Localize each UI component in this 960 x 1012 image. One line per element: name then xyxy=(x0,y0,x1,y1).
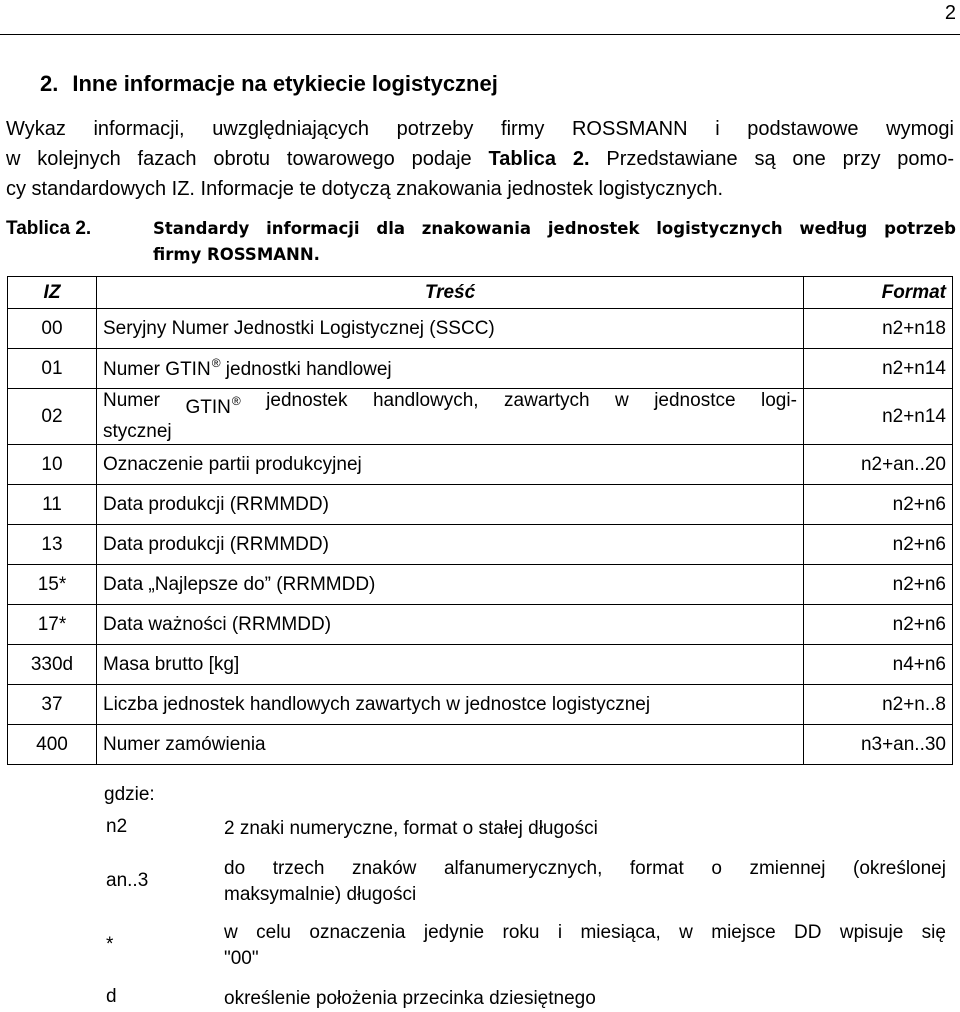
section-title: Inne informacje na etykiecie logistycznej xyxy=(72,71,498,96)
word: logi- xyxy=(761,390,797,411)
cell-format: n2+n14 xyxy=(804,349,953,389)
cell-content: Liczba jednostek handlowych zawartych w jednostce logistycznej xyxy=(97,685,804,725)
cell-iz: 17* xyxy=(8,605,97,645)
legend-definition-line-2: maksymalnie) długości xyxy=(224,884,417,905)
legend-definition xyxy=(224,856,946,908)
word: jedynie xyxy=(423,922,485,943)
cell-iz: 400 xyxy=(8,725,97,765)
cell-content xyxy=(97,389,804,445)
cell-iz: 13 xyxy=(8,525,97,565)
word: Numer xyxy=(103,390,161,411)
word: dla xyxy=(376,219,405,238)
legend-definition-line-2: "00" xyxy=(224,948,259,969)
content-line-1 xyxy=(103,389,797,420)
word: ROSSMANN xyxy=(571,118,688,140)
table-reference: Tablica 2. xyxy=(488,148,590,170)
cell-content: Data ważności (RRMMDD) xyxy=(97,605,804,645)
word: i xyxy=(557,922,563,943)
page-number: 2 xyxy=(944,2,956,24)
word: potrzeby xyxy=(396,118,474,140)
cell-format: n3+an..30 xyxy=(804,725,953,765)
intro-line-2 xyxy=(6,144,954,174)
table-row xyxy=(8,725,953,765)
word: firmy xyxy=(501,118,545,140)
table-row xyxy=(8,389,953,445)
table-row xyxy=(8,525,953,565)
header-rule xyxy=(0,34,960,35)
legend-definition-line-1 xyxy=(224,856,946,882)
section-heading xyxy=(40,71,498,97)
word: i xyxy=(715,118,720,140)
header-content: Treść xyxy=(97,277,804,309)
cell-iz: 01 xyxy=(8,349,97,389)
word: trzech xyxy=(272,858,325,879)
cell-format: n2+n6 xyxy=(804,605,953,645)
cell-content: Data produkcji (RRMMDD) xyxy=(97,525,804,565)
word: według xyxy=(799,219,868,238)
word: znakowania xyxy=(421,219,532,238)
table-label: Tablica 2. xyxy=(6,218,92,239)
intro-text: Przedstawiane są one przy pomo- xyxy=(589,148,954,170)
word: Standardy xyxy=(153,219,250,238)
word: (określonej xyxy=(853,858,946,879)
table-header-row xyxy=(8,277,953,309)
cell-iz: 10 xyxy=(8,445,97,485)
legend-definition-line-1 xyxy=(224,920,946,946)
cell-content: Data „Najlepsze do” (RRMMDD) xyxy=(97,565,804,605)
legend-definition: określenie położenia przecinka dziesiętnego xyxy=(224,988,596,1009)
cell-content: Data produkcji (RRMMDD) xyxy=(97,485,804,525)
word: GTIN® xyxy=(185,394,241,418)
cell-content: Masa brutto [kg] xyxy=(97,645,804,685)
legend-symbol: an..3 xyxy=(106,870,149,891)
word: Wykaz xyxy=(6,118,66,140)
cell-iz: 330d xyxy=(8,645,97,685)
word: celu xyxy=(256,922,291,943)
word: wpisuje xyxy=(839,922,904,943)
header-format: Format xyxy=(804,277,953,309)
content-line-2: stycznej xyxy=(103,421,172,442)
table-row xyxy=(8,349,953,389)
header-iz: IZ xyxy=(8,277,97,309)
legend-symbol: d xyxy=(106,986,117,1007)
cell-iz: 37 xyxy=(8,685,97,725)
content-text: Numer GTIN xyxy=(103,359,211,380)
word: zawartych xyxy=(504,390,590,411)
legend-definition xyxy=(224,920,946,972)
word: oznaczenia xyxy=(309,922,406,943)
registered-mark: ® xyxy=(231,394,241,408)
legend-heading: gdzie: xyxy=(104,784,155,805)
word: DD xyxy=(794,922,822,943)
table-title-line-2: firmy ROSSMANN. xyxy=(153,245,320,264)
word: miejsce xyxy=(711,922,776,943)
word: jednostek xyxy=(547,219,640,238)
word: potrzeb xyxy=(884,219,956,238)
table-row xyxy=(8,645,953,685)
section-number: 2. xyxy=(40,71,59,96)
table-title xyxy=(153,216,956,268)
cell-format: n2+n6 xyxy=(804,485,953,525)
legend-symbol: * xyxy=(106,934,114,955)
cell-format: n2+n14 xyxy=(804,389,953,445)
word: w xyxy=(679,922,693,943)
cell-iz: 11 xyxy=(8,485,97,525)
word: format xyxy=(629,858,684,879)
word: logistycznych xyxy=(656,219,783,238)
cell-content xyxy=(97,349,804,389)
table-row xyxy=(8,605,953,645)
cell-format: n2+n6 xyxy=(804,525,953,565)
cell-format: n2+n18 xyxy=(804,309,953,349)
cell-content: Seryjny Numer Jednostki Logistycznej (SSCC) xyxy=(97,309,804,349)
table-row xyxy=(8,565,953,605)
cell-format: n2+n6 xyxy=(804,565,953,605)
word: o xyxy=(711,858,722,879)
cell-content: Numer zamówienia xyxy=(97,725,804,765)
table-row xyxy=(8,309,953,349)
table-row xyxy=(8,685,953,725)
word: jednostek xyxy=(266,390,348,411)
word: informacji, xyxy=(93,118,185,140)
word: informacji xyxy=(266,219,360,238)
word: znaków xyxy=(351,858,417,879)
intro-line-1 xyxy=(6,114,954,144)
table-row xyxy=(8,445,953,485)
word: zmiennej xyxy=(749,858,826,879)
intro-line-3: cy standardowych IZ. Informacje te dotyczą znakowania jednostek logistycznych. xyxy=(6,178,724,200)
intro-paragraph xyxy=(6,114,954,204)
word: się xyxy=(921,922,946,943)
intro-text: w kolejnych fazach obrotu towarowego podaje xyxy=(6,148,489,170)
cell-iz: 00 xyxy=(8,309,97,349)
registered-mark: ® xyxy=(211,356,221,370)
word: roku xyxy=(502,922,540,943)
legend-definition: 2 znaki numeryczne, format o stałej długości xyxy=(224,818,598,839)
word: uwzględniających xyxy=(212,118,370,140)
legend-symbol: n2 xyxy=(106,816,128,837)
table-row xyxy=(8,485,953,525)
word: w xyxy=(224,922,238,943)
cell-format: n2+an..20 xyxy=(804,445,953,485)
identifier-table xyxy=(7,276,953,765)
cell-iz: 02 xyxy=(8,389,97,445)
table-title-line-1 xyxy=(153,216,956,242)
word: alfanumerycznych, xyxy=(443,858,603,879)
content-text: jednostki handlowej xyxy=(220,359,392,380)
cell-iz: 15* xyxy=(8,565,97,605)
word: podstawowe xyxy=(747,118,859,140)
cell-content: Oznaczenie partii produkcyjnej xyxy=(97,445,804,485)
word: handlowych, xyxy=(372,390,479,411)
word: do xyxy=(224,858,246,879)
word: wymogi xyxy=(886,118,954,140)
cell-format: n4+n6 xyxy=(804,645,953,685)
word: miesiąca, xyxy=(580,922,661,943)
word: jednostce xyxy=(654,390,736,411)
cell-format: n2+n..8 xyxy=(804,685,953,725)
word: w xyxy=(615,390,629,411)
